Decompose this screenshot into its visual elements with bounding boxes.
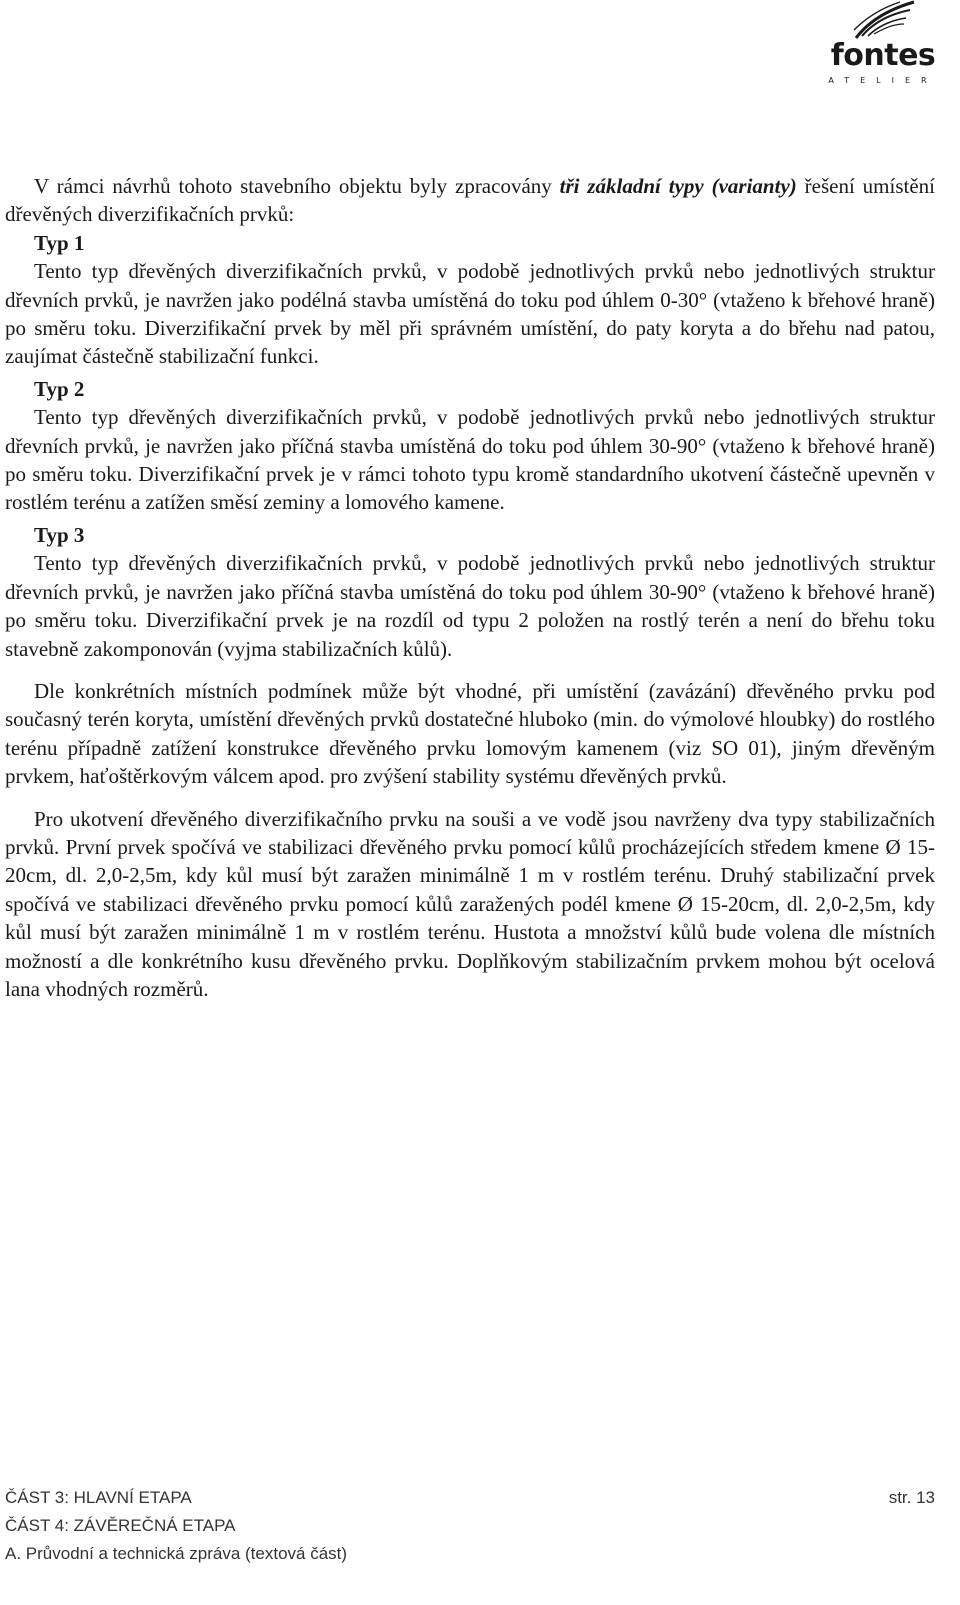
logo-wordmark: fontes: [830, 38, 936, 73]
intro-rest: řešení umístění dřevěných diverzifikačních prvků:: [5, 174, 935, 227]
stability-paragraph: Dle konkrétních místních podmínek může být vhodné, při umístění (zavázání) dřevěného prvku pod současný terén koryta, umístění dřevěných prvků dostatečné hluboko (min. do výmolové hloubky) do rostlého terénu případně zatížení konstrukce dřevěného prvku lomovým kamenem (viz SO 01), jiným dřevěným prvkem, haťoštěrkovým válcem apod. pro zvýšení stability systému dřevěných prvků.: [5, 678, 935, 789]
intro-text: V rámci návrhů tohoto stavebního objektu byly zpracovány: [34, 174, 560, 198]
logo-subtitle: ATELIER: [828, 76, 938, 85]
typ1-heading: Typ 1: [34, 230, 85, 255]
intro-paragraph: [5, 172, 935, 229]
anchoring-paragraph: Pro ukotvení dřevěného diverzifikačního prvku na souši a ve vodě jsou navrženy dva typy stabilizačních prvků. První prvek spočívá ve stabilizaci dřevěného prvku pomocí kůlů procházejících středem kmene Ø 15-20cm, dl. 2,0-2,5m, kdy kůl musí být zaražen minimálně 1 m v rostlém terénu. Druhý stabilizační prvek spočívá ve stabilizaci dřevěného prvku pomocí kůlů zaražených podél kmene Ø 15-20cm, dl. 2,0-2,5m, kdy kůl musí být zaražen minimálně 1 m v rostlém terénu. Hustota a množství kůlů bude volena dle místních možností a dle konkrétního kusu dřevěného prvku. Doplňkovým stabilizačním prvkem mohou být ocelová lana vhodných rozměrů.: [5, 806, 935, 1001]
typ1-paragraph: Tento typ dřevěných diverzifikačních prvků, v podobě jednotlivých prvků nebo jednotlivých struktur dřevních prvků, je navržen jako podélná stavba umístěná do toku pod úhlem 0-30° (vtaženo k břehové hraně) po směru toku. Diverzifikační prvek by měl při správném umístění, do paty koryta a do břehu nad patou, zaujímat částečně stabilizační funkci.: [5, 259, 935, 369]
typ2-paragraph: Tento typ dřevěných diverzifikačních prvků, v podobě jednotlivých prvků nebo jednotlivých struktur dřevních prvků, je navržen jako příčná stavba umístěná do toku pod úhlem 30-90° (vtaženo k břehové hraně) po směru toku. Diverzifikační prvek je v rámci tohoto typu kromě standardního ukotvení částečně upevněn v rostlém terénu a zatížen směsí zeminy a lomového kamene.: [5, 405, 935, 515]
footer-line-2: ČÁST 4: ZÁVĚREČNÁ ETAPA: [5, 1516, 236, 1535]
footer-part3: ČÁST 3: HLAVNÍ ETAPA: [5, 1488, 192, 1507]
footer-line-1: [5, 1488, 935, 1508]
typ2-heading: Typ 2: [34, 376, 85, 401]
typ3-paragraph: Tento typ dřevěných diverzifikačních prvků, v podobě jednotlivých prvků nebo jednotlivých struktur dřevních prvků, je navržen jako příčná stavba umístěná do toku pod úhlem 30-90° (vtaženo k břehové hraně) po směru toku. Diverzifikační prvek je na rozdíl od typu 2 položen na rostlý terén a není do břehu toku stavebně zakomponován (vyjma stabilizačních kůlů).: [5, 551, 935, 661]
feather-logo-icon: [848, 0, 918, 40]
intro-emphasis: tři základní typy (varianty): [559, 174, 797, 198]
footer-line-3: A. Průvodní a technická zpráva (textová část): [5, 1544, 348, 1563]
typ3-heading: Typ 3: [34, 522, 85, 547]
page-number: str. 13: [888, 1488, 935, 1507]
fontes-atelier-logo: [828, 0, 938, 95]
document-body: [5, 172, 935, 1003]
